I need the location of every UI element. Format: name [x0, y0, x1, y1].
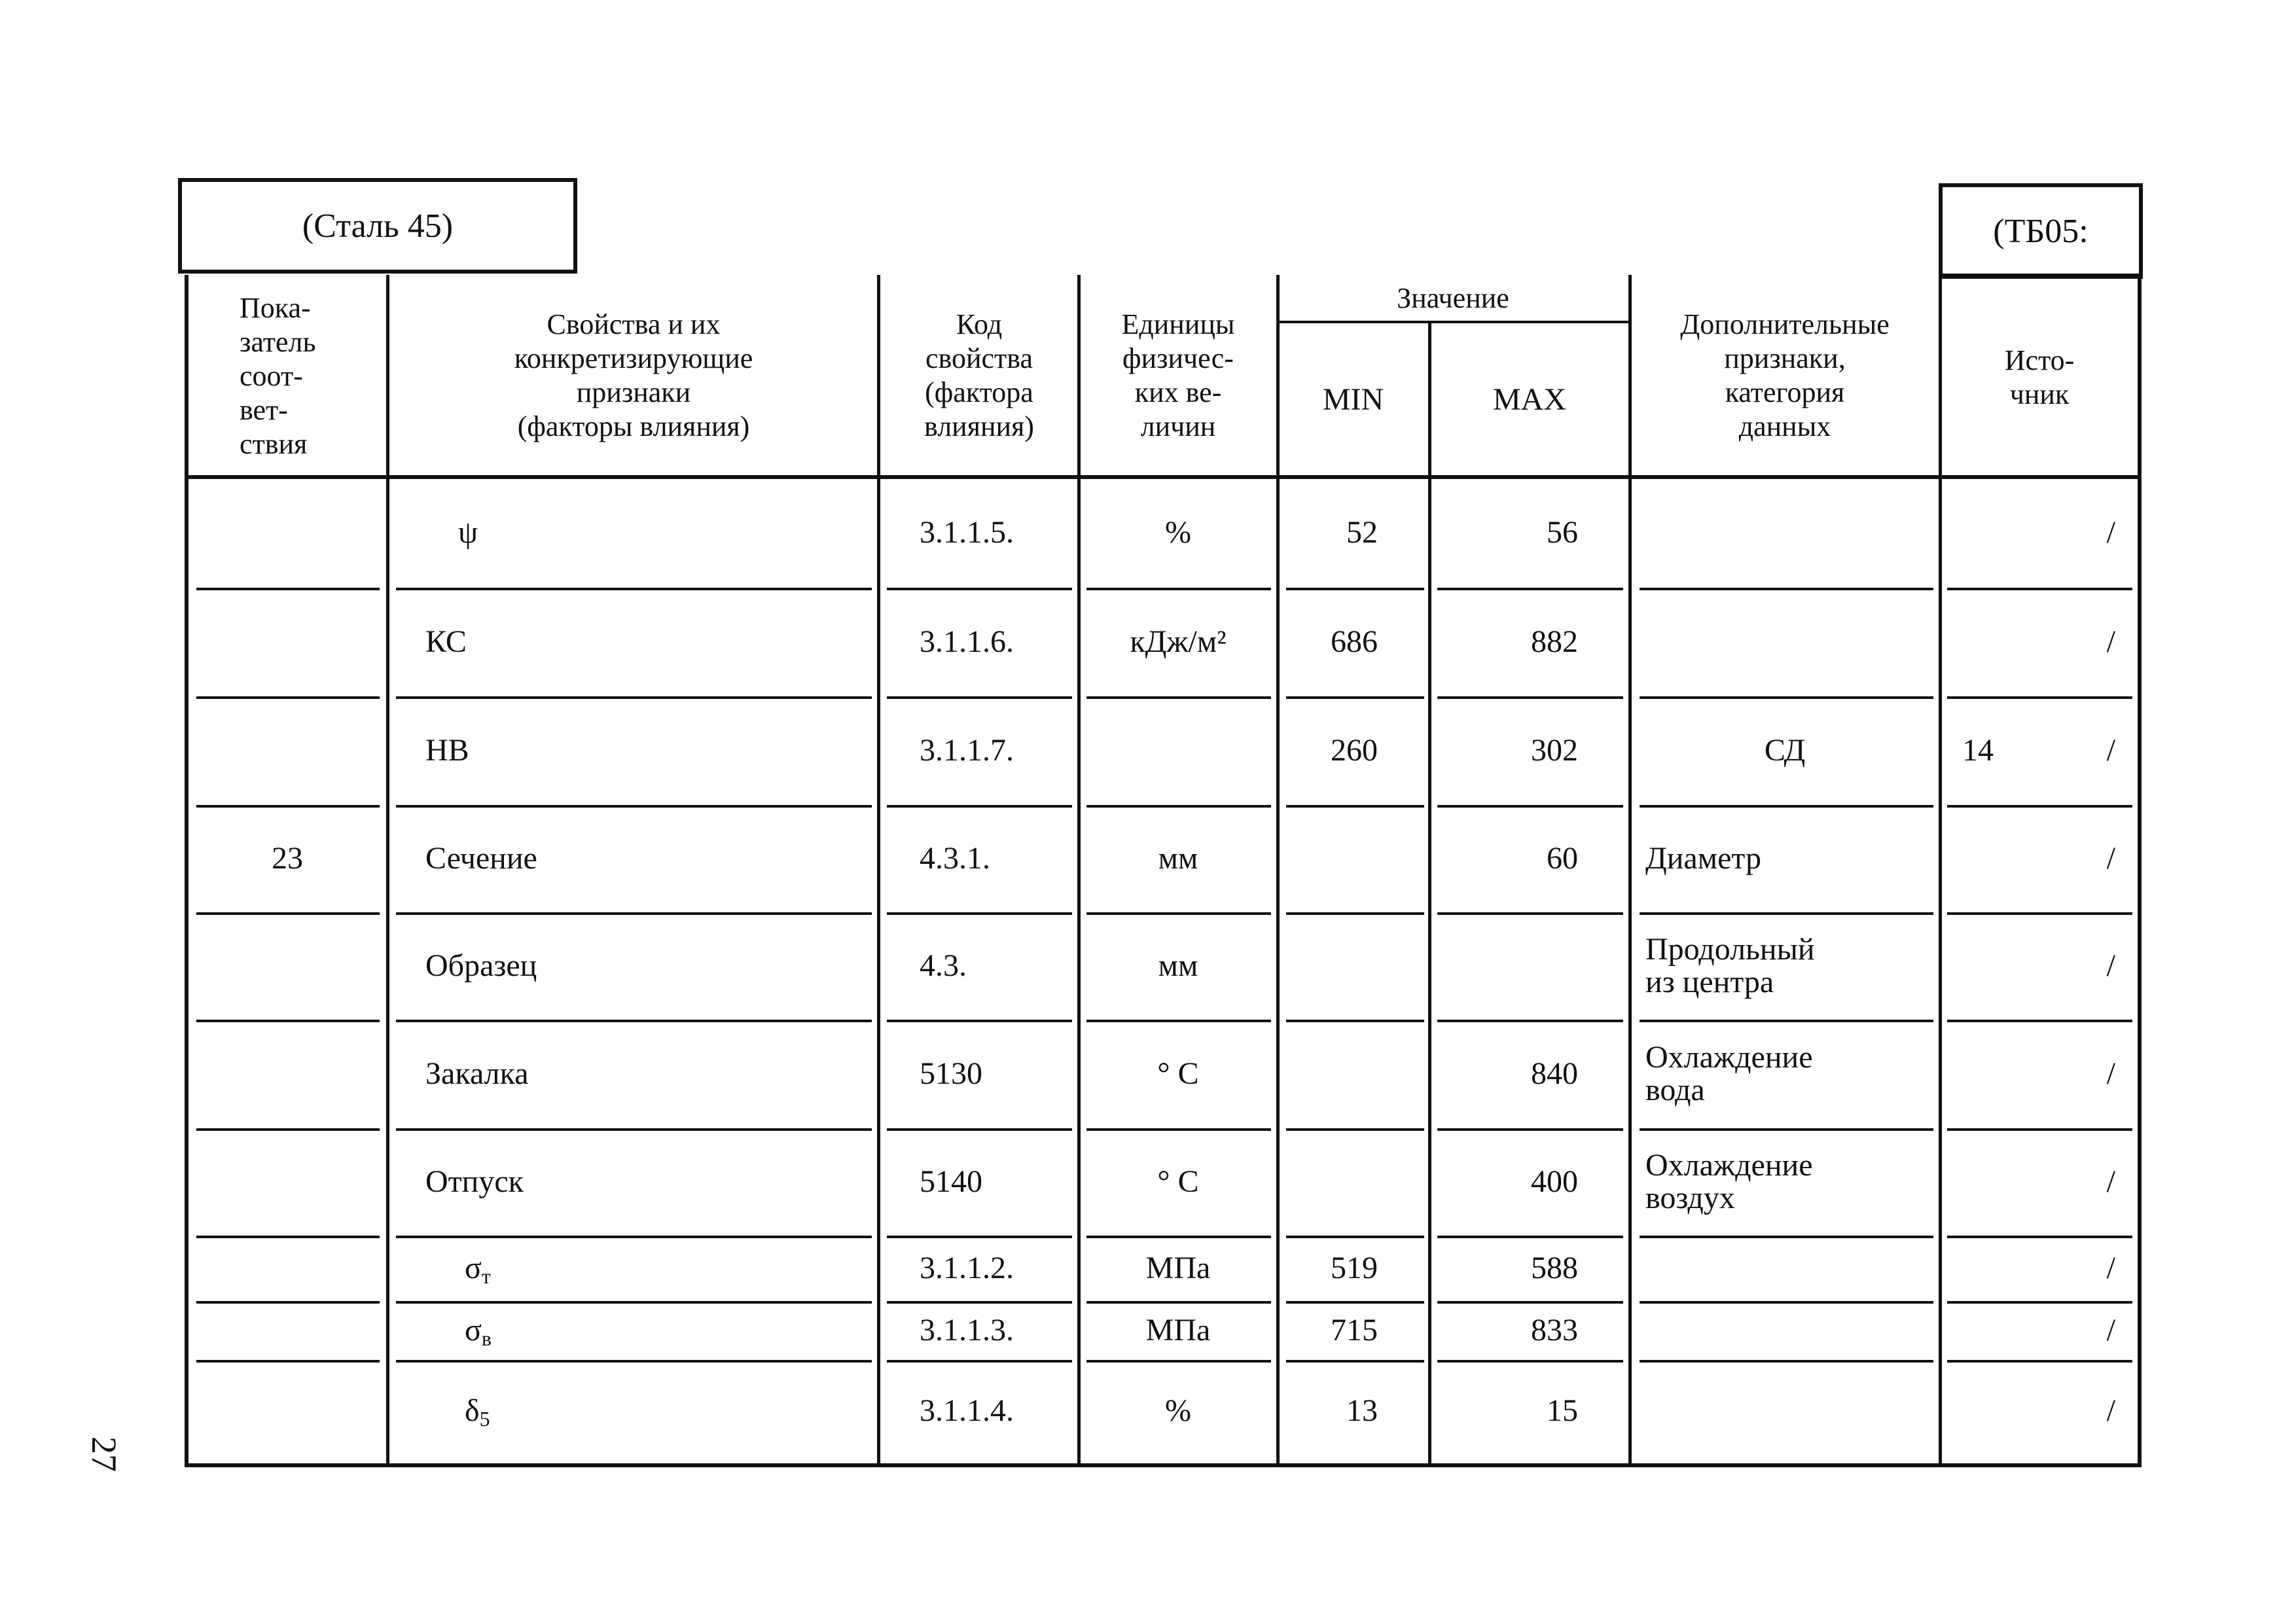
source-header-top-border [1939, 274, 2142, 277]
row-separator [1086, 696, 1271, 699]
col-header-additional: Дополнительные признаки, категория данных [1680, 308, 1890, 442]
col-header-indicator: Пока- затель соот- вет- ствия [240, 292, 316, 460]
code-cell: 4.3.1. [920, 841, 990, 876]
col-divider-2 [877, 275, 880, 1467]
row-separator [196, 696, 380, 699]
material-label-box [178, 178, 577, 274]
code-cell: 4.3. [920, 948, 967, 983]
code-cell: 3.1.1.4. [920, 1393, 1014, 1428]
row-separator [396, 805, 872, 808]
property-cell: Образец [425, 948, 537, 983]
min-cell: 260 [1331, 733, 1378, 768]
row-separator [1086, 1236, 1271, 1238]
row-separator [1437, 1236, 1623, 1238]
row-separator [1947, 1301, 2132, 1304]
max-cell: 882 [1531, 624, 1578, 659]
property-cell: ψ [458, 515, 478, 550]
row-separator [1640, 1301, 1933, 1304]
property-cell [465, 1314, 874, 1355]
table-code-box [1939, 183, 2143, 279]
code-cell: 3.1.1.5. [920, 515, 1014, 550]
row-separator [1437, 1128, 1623, 1131]
row-separator [1086, 1360, 1271, 1363]
property-cell [465, 1395, 874, 1435]
row-separator [1640, 1020, 1933, 1022]
row-separator [1640, 912, 1933, 915]
indicator-cell: 23 [272, 841, 303, 876]
property-subscript: 5 [479, 1407, 490, 1431]
row-separator [1437, 1020, 1623, 1022]
code-cell: 5140 [920, 1164, 982, 1199]
col-header-source: Исто- чник [2004, 344, 2075, 410]
additional-cell: Диаметр [1645, 841, 1761, 876]
property-subscript: т [481, 1264, 491, 1288]
row-separator [1947, 805, 2132, 808]
unit-cell: кДж/м² [1130, 624, 1227, 659]
row-separator [1286, 1301, 1424, 1304]
source-slash: / [2106, 1393, 2115, 1428]
row-separator [887, 912, 1072, 915]
page-number: 27 [84, 1436, 124, 1472]
col-header-units: Единицы физичес- ких ве- личин [1121, 308, 1235, 442]
min-cell: 686 [1331, 624, 1378, 659]
row-separator [196, 1020, 380, 1022]
property-cell: Сечение [425, 841, 537, 876]
source-slash: / [2106, 841, 2115, 876]
additional-cell: Охлаждение воздух [1645, 1148, 1813, 1215]
source-slash: / [2106, 733, 2115, 768]
row-separator [1640, 1360, 1933, 1363]
property-subscript: в [481, 1327, 492, 1350]
code-cell: 5130 [920, 1056, 982, 1091]
row-separator [1437, 696, 1623, 699]
col-divider-3 [1077, 275, 1081, 1467]
min-cell: 519 [1331, 1251, 1378, 1285]
col-header-value-group: Значение [1397, 282, 1509, 314]
source-slash: / [2106, 1251, 2115, 1285]
row-separator [887, 588, 1072, 590]
row-separator [1947, 1236, 2132, 1238]
col-divider-4 [1276, 275, 1280, 1467]
unit-cell: мм [1158, 841, 1198, 876]
unit-cell: мм [1158, 948, 1198, 983]
row-separator [1286, 1128, 1424, 1131]
row-separator [1640, 1236, 1933, 1238]
table-right-border [2138, 275, 2142, 1467]
table-left-border [185, 275, 188, 1467]
row-separator [887, 805, 1072, 808]
row-separator [1437, 805, 1623, 808]
value-group-divider [1276, 321, 1628, 323]
source-slash: / [2106, 1056, 2115, 1091]
max-cell: 588 [1531, 1251, 1578, 1285]
table-bottom-border [185, 1463, 2142, 1467]
row-separator [396, 1020, 872, 1022]
col-header-code: Код свойства (фактора влияния) [924, 308, 1034, 442]
col-divider-1 [386, 275, 389, 1467]
col-divider-6 [1628, 275, 1632, 1467]
row-separator [1947, 588, 2132, 590]
property-symbol: σ [465, 1313, 482, 1347]
row-separator [1437, 912, 1623, 915]
row-separator [1086, 805, 1271, 808]
property-symbol: σ [465, 1251, 482, 1285]
row-separator [1286, 696, 1424, 699]
unit-cell: МПа [1145, 1251, 1211, 1285]
row-separator [1640, 1128, 1933, 1131]
row-separator [1086, 912, 1271, 915]
row-separator [196, 1360, 380, 1363]
row-separator [196, 912, 380, 915]
unit-cell: ° С [1157, 1056, 1199, 1091]
col-header-property: Свойства и их конкретизирующие признаки (факторы влияния) [514, 308, 753, 442]
row-separator [1947, 1020, 2132, 1022]
row-separator [396, 1128, 872, 1131]
row-separator [887, 1236, 1072, 1238]
max-cell: 833 [1531, 1313, 1578, 1347]
source-slash: / [2106, 515, 2115, 550]
additional-cell: Продольный из центра [1645, 932, 1815, 999]
code-cell: 3.1.1.2. [920, 1251, 1014, 1285]
row-separator [1086, 1020, 1271, 1022]
property-cell: КС [425, 624, 467, 659]
row-separator [1947, 696, 2132, 699]
row-separator [1286, 805, 1424, 808]
row-separator [196, 805, 380, 808]
additional-cell: Охлаждение вода [1645, 1040, 1813, 1107]
row-separator [1086, 1128, 1271, 1131]
source-slash: / [2106, 1313, 2115, 1347]
row-separator [196, 1128, 380, 1131]
source-cell: 14 [1962, 733, 1994, 768]
row-separator [1947, 1128, 2132, 1131]
header-bottom-border [185, 475, 2142, 479]
col-header-max: MAX [1492, 382, 1566, 417]
row-separator [396, 1360, 872, 1363]
property-symbol: δ [465, 1393, 480, 1428]
row-separator [1286, 1360, 1424, 1363]
property-cell: Отпуск [425, 1164, 524, 1199]
row-separator [396, 912, 872, 915]
row-separator [1086, 1301, 1271, 1304]
table-code: (ТБ05: [1993, 212, 2089, 250]
row-separator [396, 1236, 872, 1238]
max-cell: 56 [1547, 515, 1578, 550]
row-separator [396, 588, 872, 590]
code-cell: 3.1.1.6. [920, 624, 1014, 659]
code-cell: 3.1.1.7. [920, 733, 1014, 768]
material-label: (Сталь 45) [302, 207, 454, 245]
additional-cell: СД [1764, 733, 1806, 768]
source-slash: / [2106, 624, 2115, 659]
unit-cell: ° С [1157, 1164, 1199, 1199]
max-cell: 840 [1531, 1056, 1578, 1091]
unit-cell: % [1165, 1393, 1191, 1428]
source-slash: / [2106, 1164, 2115, 1199]
max-cell: 302 [1531, 733, 1578, 768]
row-separator [396, 1301, 872, 1304]
row-separator [1437, 1301, 1623, 1304]
row-separator [1640, 805, 1933, 808]
row-separator [1286, 588, 1424, 590]
row-separator [1947, 912, 2132, 915]
row-separator [887, 1301, 1072, 1304]
unit-cell: % [1165, 515, 1191, 550]
row-separator [396, 696, 872, 699]
code-cell: 3.1.1.3. [920, 1313, 1014, 1347]
row-separator [1437, 588, 1623, 590]
min-cell: 13 [1346, 1393, 1378, 1428]
min-cell: 52 [1346, 515, 1378, 550]
row-separator [1437, 1360, 1623, 1363]
col-divider-7 [1939, 275, 1942, 1467]
col-header-min: MIN [1322, 382, 1384, 417]
row-separator [887, 1020, 1072, 1022]
row-separator [1086, 588, 1271, 590]
source-slash: / [2106, 948, 2115, 983]
row-separator [196, 1236, 380, 1238]
max-cell: 15 [1547, 1393, 1578, 1428]
row-separator [1286, 912, 1424, 915]
row-separator [196, 1301, 380, 1304]
row-separator [887, 1360, 1072, 1363]
row-separator [887, 696, 1072, 699]
row-separator [1640, 696, 1933, 699]
property-cell [465, 1252, 874, 1293]
row-separator [196, 588, 380, 590]
row-separator [1286, 1020, 1424, 1022]
property-cell: Закалка [425, 1056, 529, 1091]
col-divider-5 [1428, 323, 1431, 1467]
row-separator [1286, 1236, 1424, 1238]
row-separator [1640, 588, 1933, 590]
row-separator [1947, 1360, 2132, 1363]
row-separator [887, 1128, 1072, 1131]
max-cell: 60 [1547, 841, 1578, 876]
min-cell: 715 [1331, 1313, 1378, 1347]
max-cell: 400 [1531, 1164, 1578, 1199]
unit-cell: МПа [1145, 1313, 1211, 1347]
property-cell: HB [425, 733, 469, 768]
